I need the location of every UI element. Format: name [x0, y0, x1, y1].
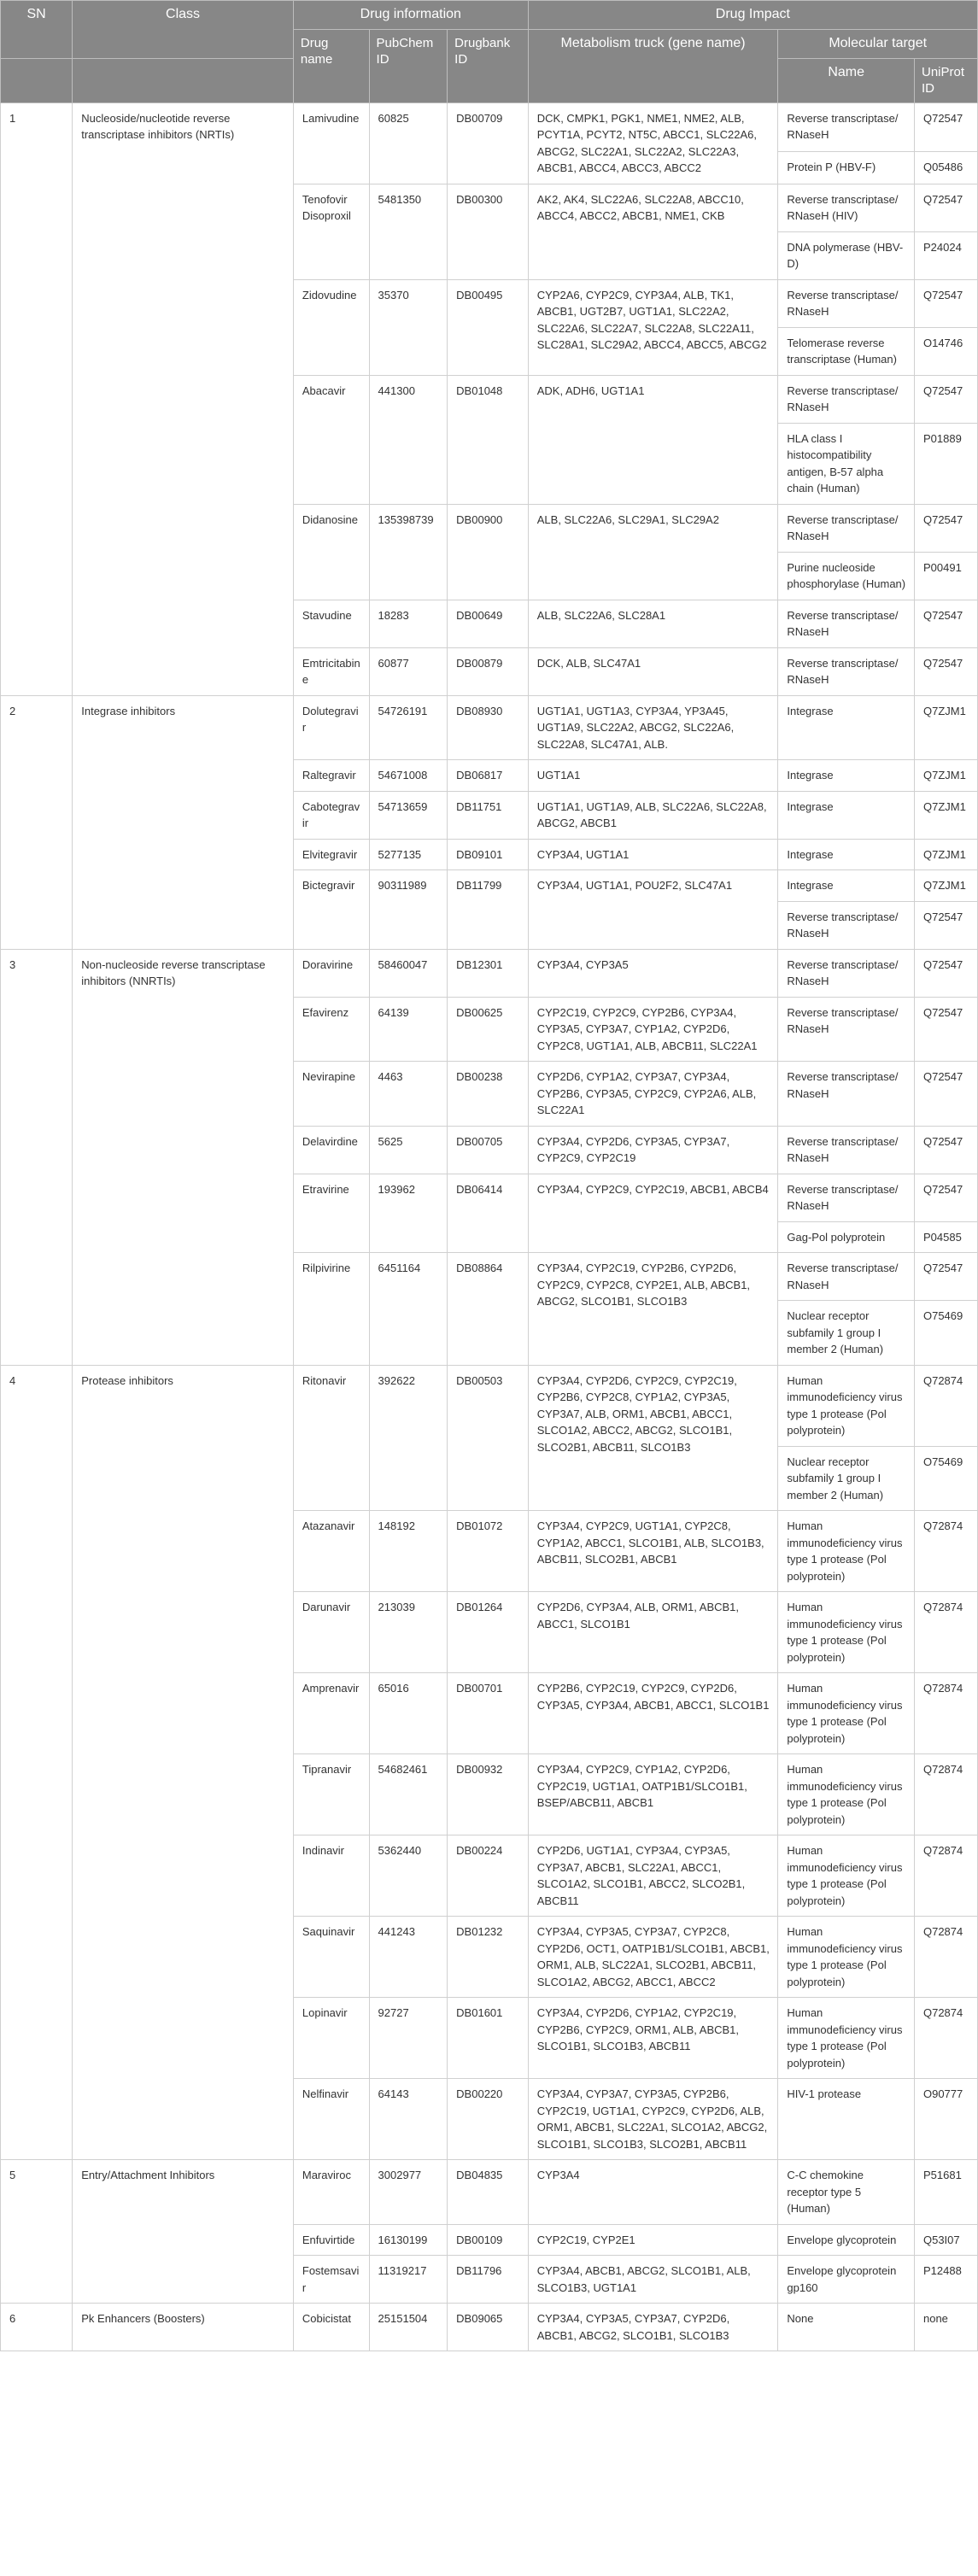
drug-name: Dolutegravir [293, 695, 369, 760]
group-class: Non-nucleoside reverse transcriptase inhibitors (NNRTIs) [73, 949, 294, 1365]
uniprot-id: Q72547 [914, 997, 977, 1062]
pubchem-id: 148192 [369, 1511, 448, 1592]
drug-name: Cabotegravir [293, 791, 369, 839]
pubchem-id: 392622 [369, 1365, 448, 1511]
metabolism-genes: CYP3A4, CYP2D6, CYP3A5, CYP3A7, CYP2C9, CYP2C19 [528, 1126, 778, 1174]
uniprot-id: Q72547 [914, 647, 977, 695]
target-name: C-C chemokine receptor type 5 (Human) [778, 2160, 915, 2225]
group-sn: 2 [1, 695, 73, 949]
uniprot-id: Q72547 [914, 600, 977, 647]
uniprot-id: P24024 [914, 231, 977, 279]
metabolism-genes: CYP3A4, ABCB1, ABCG2, SLCO1B1, ALB, SLCO1B3, UGT1A1 [528, 2256, 778, 2304]
metabolism-genes: CYP3A4, CYP2C19, CYP2B6, CYP2D6, CYP2C9, CYP2C8, CYP2E1, ALB, ABCB1, ABCG2, SLCO1B1, SLCO1B3 [528, 1253, 778, 1366]
target-name: Human immunodeficiency virus type 1 protease (Pol polyprotein) [778, 1511, 915, 1592]
uniprot-id: O14746 [914, 327, 977, 375]
drugbank-id: DB01601 [448, 1998, 529, 2079]
target-name: Reverse transcriptase/ RNaseH [778, 997, 915, 1062]
header-target-name: Name [778, 58, 915, 102]
uniprot-id: P00491 [914, 552, 977, 600]
target-name: Envelope glycoprotein gp160 [778, 2256, 915, 2304]
uniprot-id: Q7ZJM1 [914, 839, 977, 870]
target-name: Integrase [778, 695, 915, 760]
drug-name: Etravirine [293, 1174, 369, 1253]
target-name: Reverse transcriptase/ RNaseH [778, 1174, 915, 1221]
uniprot-id: P51681 [914, 2160, 977, 2225]
uniprot-id: Q72874 [914, 1998, 977, 2079]
uniprot-id: Q72547 [914, 504, 977, 552]
pubchem-id: 11319217 [369, 2256, 448, 2304]
target-name: Human immunodeficiency virus type 1 protease (Pol polyprotein) [778, 1365, 915, 1446]
drug-name: Bictegravir [293, 870, 369, 950]
pubchem-id: 5481350 [369, 184, 448, 279]
target-name: HIV-1 protease [778, 2079, 915, 2160]
drugbank-id: DB01072 [448, 1511, 529, 1592]
pubchem-id: 58460047 [369, 949, 448, 997]
table-row [1, 2160, 978, 2225]
metabolism-genes: UGT1A1, UGT1A9, ALB, SLC22A6, SLC22A8, ABCG2, ABCB1 [528, 791, 778, 839]
drug-name: Emtricitabine [293, 647, 369, 695]
drug-name: Tipranavir [293, 1754, 369, 1835]
metabolism-genes: CYP3A4, UGT1A1 [528, 839, 778, 870]
target-name: Protein P (HBV-F) [778, 152, 915, 184]
target-name: Reverse transcriptase/ RNaseH [778, 901, 915, 949]
drug-name: Elvitegravir [293, 839, 369, 870]
uniprot-id: Q72874 [914, 1673, 977, 1754]
group-sn: 1 [1, 102, 73, 695]
pubchem-id: 4463 [369, 1062, 448, 1127]
group-class: Entry/Attachment Inhibitors [73, 2160, 294, 2304]
target-name: Reverse transcriptase/ RNaseH [778, 949, 915, 997]
target-name: Human immunodeficiency virus type 1 protease (Pol polyprotein) [778, 1835, 915, 1917]
target-name: None [778, 2304, 915, 2351]
drugbank-id: DB08864 [448, 1253, 529, 1366]
uniprot-id: Q72874 [914, 1754, 977, 1835]
target-name: Integrase [778, 791, 915, 839]
drug-name: Lopinavir [293, 1998, 369, 2079]
metabolism-genes: CYP3A4 [528, 2160, 778, 2225]
drug-name: Nevirapine [293, 1062, 369, 1127]
metabolism-genes: UGT1A1, UGT1A3, CYP3A4, YP3A45, UGT1A9, SLC22A2, ABCG2, SLC22A6, SLC22A8, SLC47A1, ALB. [528, 695, 778, 760]
uniprot-id: Q53I07 [914, 2224, 977, 2256]
drugbank-id: DB09065 [448, 2304, 529, 2351]
group-class: Integrase inhibitors [73, 695, 294, 949]
target-name: HLA class I histocompatibility antigen, B-57 alpha chain (Human) [778, 423, 915, 504]
metabolism-genes: CYP2C19, CYP2C9, CYP2B6, CYP3A4, CYP3A5, CYP3A7, CYP1A2, CYP2D6, CYP2C8, UGT1A1, ALB, ABCB11, SLC22A1 [528, 997, 778, 1062]
target-name: Reverse transcriptase/ RNaseH [778, 647, 915, 695]
drugbank-id: DB00701 [448, 1673, 529, 1754]
header-class: Class [73, 1, 294, 59]
drugbank-id: DB00220 [448, 2079, 529, 2160]
target-name: Purine nucleoside phosphorylase (Human) [778, 552, 915, 600]
target-name: Reverse transcriptase/ RNaseH [778, 279, 915, 327]
header-drugbank-id: Drugbank ID [448, 29, 529, 102]
drug-name: Darunavir [293, 1592, 369, 1673]
drugbank-id: DB11796 [448, 2256, 529, 2304]
metabolism-genes: AK2, AK4, SLC22A6, SLC22A8, ABCC10, ABCC4, ABCC2, ABCB1, NME1, CKB [528, 184, 778, 279]
target-name: Human immunodeficiency virus type 1 protease (Pol polyprotein) [778, 1673, 915, 1754]
drugbank-id: DB00625 [448, 997, 529, 1062]
drug-name: Lamivudine [293, 102, 369, 184]
drugbank-id: DB00300 [448, 184, 529, 279]
pubchem-id: 54726191 [369, 695, 448, 760]
drugbank-id: DB09101 [448, 839, 529, 870]
drugbank-id: DB06414 [448, 1174, 529, 1253]
metabolism-genes: ADK, ADH6, UGT1A1 [528, 375, 778, 504]
pubchem-id: 25151504 [369, 2304, 448, 2351]
target-name: Human immunodeficiency virus type 1 protease (Pol polyprotein) [778, 1998, 915, 2079]
target-name: Gag-Pol polyprotein [778, 1221, 915, 1253]
target-name: DNA polymerase (HBV-D) [778, 231, 915, 279]
group-class: Nucleoside/nucleotide reverse transcriptase inhibitors (NRTIs) [73, 102, 294, 695]
uniprot-id: Q72874 [914, 1835, 977, 1917]
drugbank-id: DB00238 [448, 1062, 529, 1127]
drugbank-id: DB00649 [448, 600, 529, 647]
drug-name: Ritonavir [293, 1365, 369, 1511]
group-class: Pk Enhancers (Boosters) [73, 2304, 294, 2351]
pubchem-id: 54682461 [369, 1754, 448, 1835]
target-name: Integrase [778, 839, 915, 870]
target-name: Nuclear receptor subfamily 1 group I member 2 (Human) [778, 1446, 915, 1511]
target-name: Envelope glycoprotein [778, 2224, 915, 2256]
table-row [1, 1365, 978, 1446]
uniprot-id: Q72874 [914, 1511, 977, 1592]
metabolism-genes: CYP3A4, CYP3A7, CYP3A5, CYP2B6, CYP2C19, UGT1A1, CYP2C9, CYP2D6, ALB, ORM1, ABCB1, SLC22A1, SLCO1A2, ABCG2, SLCO1B1, SLCO1B3, SLCO2B1, ABCB11 [528, 2079, 778, 2160]
header-molecular-target: Molecular target [778, 29, 978, 58]
table-body [1, 102, 978, 2351]
pubchem-id: 54713659 [369, 791, 448, 839]
pubchem-id: 18283 [369, 600, 448, 647]
drugbank-id: DB00705 [448, 1126, 529, 1174]
target-name: Telomerase reverse transcriptase (Human) [778, 327, 915, 375]
drug-name: Abacavir [293, 375, 369, 504]
table-row [1, 102, 978, 152]
target-name: Reverse transcriptase/ RNaseH [778, 375, 915, 423]
metabolism-genes: CYP3A4, CYP2D6, CYP2C9, CYP2C19, CYP2B6, CYP2C8, CYP1A2, CYP3A5, CYP3A7, ALB, ORM1, ABCB1, ABCC1, SLCO1A2, ABCC2, ABCG2, SLCO1B1, SLCO2B1, ABCB11, SLCO1B3 [528, 1365, 778, 1511]
uniprot-id: Q72874 [914, 1592, 977, 1673]
metabolism-genes: CYP3A4, CYP2D6, CYP1A2, CYP2C19, CYP2B6, CYP2C9, ORM1, ALB, ABCB1, SLCO1B1, SLCO1B3, ABCB11 [528, 1998, 778, 2079]
drugbank-id: DB00709 [448, 102, 529, 184]
pubchem-id: 60825 [369, 102, 448, 184]
group-sn: 5 [1, 2160, 73, 2304]
metabolism-genes: CYP3A4, UGT1A1, POU2F2, SLC47A1 [528, 870, 778, 950]
drugbank-id: DB01264 [448, 1592, 529, 1673]
drugbank-id: DB01048 [448, 375, 529, 504]
uniprot-id: O75469 [914, 1446, 977, 1511]
metabolism-genes: CYP3A4, CYP3A5, CYP3A7, CYP2C8, CYP2D6, OCT1, OATP1B1/SLCO1B1, ABCB1, ORM1, ALB, SLC22A1, SLCO2B1, ABCB11, SLCO1A2, ABCG2, ABCC1, ABCC2 [528, 1917, 778, 1998]
drug-name: Raltegravir [293, 760, 369, 792]
pubchem-id: 135398739 [369, 504, 448, 600]
drug-name: Efavirenz [293, 997, 369, 1062]
drugbank-id: DB00224 [448, 1835, 529, 1917]
drugbank-id: DB00879 [448, 647, 529, 695]
header-drug-name: Drug name [293, 29, 369, 102]
pubchem-id: 441300 [369, 375, 448, 504]
uniprot-id: Q05486 [914, 152, 977, 184]
pubchem-id: 35370 [369, 279, 448, 375]
pubchem-id: 193962 [369, 1174, 448, 1253]
uniprot-id: Q7ZJM1 [914, 791, 977, 839]
uniprot-id: P04585 [914, 1221, 977, 1253]
pubchem-id: 3002977 [369, 2160, 448, 2225]
pubchem-id: 441243 [369, 1917, 448, 1998]
target-name: Reverse transcriptase/ RNaseH [778, 504, 915, 552]
drugbank-id: DB11799 [448, 870, 529, 950]
drugbank-id: DB00503 [448, 1365, 529, 1511]
drugbank-id: DB11751 [448, 791, 529, 839]
target-name: Human immunodeficiency virus type 1 protease (Pol polyprotein) [778, 1754, 915, 1835]
target-name: Human immunodeficiency virus type 1 protease (Pol polyprotein) [778, 1917, 915, 1998]
uniprot-id: Q7ZJM1 [914, 695, 977, 760]
target-name: Integrase [778, 760, 915, 792]
pubchem-id: 64143 [369, 2079, 448, 2160]
header-metabolism: Metabolism truck (gene name) [528, 29, 778, 102]
pubchem-id: 60877 [369, 647, 448, 695]
uniprot-id: Q72547 [914, 1062, 977, 1127]
header-drug-information: Drug information [293, 1, 528, 30]
pubchem-id: 65016 [369, 1673, 448, 1754]
pubchem-id: 213039 [369, 1592, 448, 1673]
table-row [1, 2304, 978, 2351]
pubchem-id: 90311989 [369, 870, 448, 950]
drug-name: Tenofovir Disoproxil [293, 184, 369, 279]
uniprot-id: Q72547 [914, 901, 977, 949]
uniprot-id: Q72547 [914, 1126, 977, 1174]
drug-name: Cobicistat [293, 2304, 369, 2351]
drugbank-id: DB01232 [448, 1917, 529, 1998]
uniprot-id: Q72547 [914, 1174, 977, 1221]
pubchem-id: 92727 [369, 1998, 448, 2079]
uniprot-id: Q72547 [914, 184, 977, 231]
drugbank-id: DB00495 [448, 279, 529, 375]
metabolism-genes: CYP2D6, UGT1A1, CYP3A4, CYP3A5, CYP3A7, ABCB1, SLC22A1, ABCC1, SLCO1A2, SLCO1B1, ABCC2, SLCO2B1, ABCB11 [528, 1835, 778, 1917]
metabolism-genes: CYP2C19, CYP2E1 [528, 2224, 778, 2256]
pubchem-id: 54671008 [369, 760, 448, 792]
drugbank-id: DB00109 [448, 2224, 529, 2256]
drug-name: Zidovudine [293, 279, 369, 375]
drugbank-id: DB08930 [448, 695, 529, 760]
target-name: Integrase [778, 870, 915, 902]
uniprot-id: Q72547 [914, 102, 977, 152]
uniprot-id: none [914, 2304, 977, 2351]
table-row [1, 949, 978, 997]
uniprot-id: P12488 [914, 2256, 977, 2304]
metabolism-genes: CYP2A6, CYP2C9, CYP3A4, ALB, TK1, ABCB1, UGT2B7, UGT1A1, SLC22A2, SLC22A6, SLC22A7, SLC22A8, SLC22A11, SLC28A1, SLC29A2, ABCC4, ABCC5, ABCG2 [528, 279, 778, 375]
header-sn-spacer [1, 58, 73, 102]
header-sn: SN [1, 1, 73, 59]
drug-name: Atazanavir [293, 1511, 369, 1592]
pubchem-id: 16130199 [369, 2224, 448, 2256]
drugbank-id: DB04835 [448, 2160, 529, 2225]
drug-name: Enfuvirtide [293, 2224, 369, 2256]
drug-name: Saquinavir [293, 1917, 369, 1998]
metabolism-genes: CYP3A4, CYP2C9, CYP1A2, CYP2D6, CYP2C19, UGT1A1, OATP1B1/SLCO1B1, BSEP/ABCB11, ABCB1 [528, 1754, 778, 1835]
drug-name: Indinavir [293, 1835, 369, 1917]
metabolism-genes: DCK, ALB, SLC47A1 [528, 647, 778, 695]
pubchem-id: 64139 [369, 997, 448, 1062]
metabolism-genes: CYP3A4, CYP2C9, CYP2C19, ABCB1, ABCB4 [528, 1174, 778, 1253]
uniprot-id: P01889 [914, 423, 977, 504]
target-name: Reverse transcriptase/ RNaseH [778, 1126, 915, 1174]
metabolism-genes: CYP3A4, CYP2C9, UGT1A1, CYP2C8, CYP1A2, ABCC1, SLCO1B1, ALB, SLCO1B3, ABCB11, SLCO2B1, ABCB1 [528, 1511, 778, 1592]
metabolism-genes: CYP3A4, CYP3A5, CYP3A7, CYP2D6, ABCB1, ABCG2, SLCO1B1, SLCO1B3 [528, 2304, 778, 2351]
uniprot-id: O75469 [914, 1301, 977, 1366]
target-name: Reverse transcriptase/ RNaseH (HIV) [778, 184, 915, 231]
pubchem-id: 5362440 [369, 1835, 448, 1917]
target-name: Human immunodeficiency virus type 1 protease (Pol polyprotein) [778, 1592, 915, 1673]
metabolism-genes: ALB, SLC22A6, SLC28A1 [528, 600, 778, 647]
uniprot-id: Q72547 [914, 1253, 977, 1301]
uniprot-id: Q72547 [914, 949, 977, 997]
drug-name: Delavirdine [293, 1126, 369, 1174]
table-header [1, 1, 978, 103]
target-name: Reverse transcriptase/ RNaseH [778, 600, 915, 647]
header-uniprot-id: UniProt ID [914, 58, 977, 102]
drug-name: Doravirine [293, 949, 369, 997]
target-name: Nuclear receptor subfamily 1 group I member 2 (Human) [778, 1301, 915, 1366]
uniprot-id: Q72547 [914, 279, 977, 327]
metabolism-genes: UGT1A1 [528, 760, 778, 792]
metabolism-genes: CYP2D6, CYP3A4, ALB, ORM1, ABCB1, ABCC1, SLCO1B1 [528, 1592, 778, 1673]
pubchem-id: 6451164 [369, 1253, 448, 1366]
header-drug-impact: Drug Impact [528, 1, 977, 30]
metabolism-genes: CYP3A4, CYP3A5 [528, 949, 778, 997]
drug-name: Maraviroc [293, 2160, 369, 2225]
uniprot-id: Q72874 [914, 1917, 977, 1998]
target-name: Reverse transcriptase/ RNaseH [778, 1253, 915, 1301]
group-sn: 4 [1, 1365, 73, 2160]
header-class-spacer [73, 58, 294, 102]
uniprot-id: Q72547 [914, 375, 977, 423]
drug-name: Didanosine [293, 504, 369, 600]
drugbank-id: DB00932 [448, 1754, 529, 1835]
drug-name: Amprenavir [293, 1673, 369, 1754]
drug-name: Rilpivirine [293, 1253, 369, 1366]
group-sn: 3 [1, 949, 73, 1365]
uniprot-id: Q7ZJM1 [914, 760, 977, 792]
metabolism-genes: CYP2B6, CYP2C19, CYP2C9, CYP2D6, CYP3A5, CYP3A4, ABCB1, ABCC1, SLCO1B1 [528, 1673, 778, 1754]
target-name: Reverse transcriptase/ RNaseH [778, 1062, 915, 1127]
drugbank-id: DB12301 [448, 949, 529, 997]
target-name: Reverse transcriptase/ RNaseH [778, 102, 915, 152]
pubchem-id: 5625 [369, 1126, 448, 1174]
drug-name: Fostemsavir [293, 2256, 369, 2304]
metabolism-genes: DCK, CMPK1, PGK1, NME1, NME2, ALB, PCYT1A, PCYT2, NT5C, ABCC1, SLC22A6, ABCG2, SLC22A1, SLC22A2, SLC22A3, ABCB1, ABCC4, ABCC3, ABCC2 [528, 102, 778, 184]
uniprot-id: O90777 [914, 2079, 977, 2160]
group-sn: 6 [1, 2304, 73, 2351]
drug-name: Stavudine [293, 600, 369, 647]
header-pubchem-id: PubChem ID [369, 29, 448, 102]
pubchem-id: 5277135 [369, 839, 448, 870]
uniprot-id: Q72874 [914, 1365, 977, 1446]
drug-name: Nelfinavir [293, 2079, 369, 2160]
uniprot-id: Q7ZJM1 [914, 870, 977, 902]
drugbank-id: DB06817 [448, 760, 529, 792]
group-class: Protease inhibitors [73, 1365, 294, 2160]
drugbank-id: DB00900 [448, 504, 529, 600]
metabolism-genes: CYP2D6, CYP1A2, CYP3A7, CYP3A4, CYP2B6, CYP3A5, CYP2C9, CYP2A6, ALB, SLC22A1 [528, 1062, 778, 1127]
metabolism-genes: ALB, SLC22A6, SLC29A1, SLC29A2 [528, 504, 778, 600]
table-row [1, 695, 978, 760]
